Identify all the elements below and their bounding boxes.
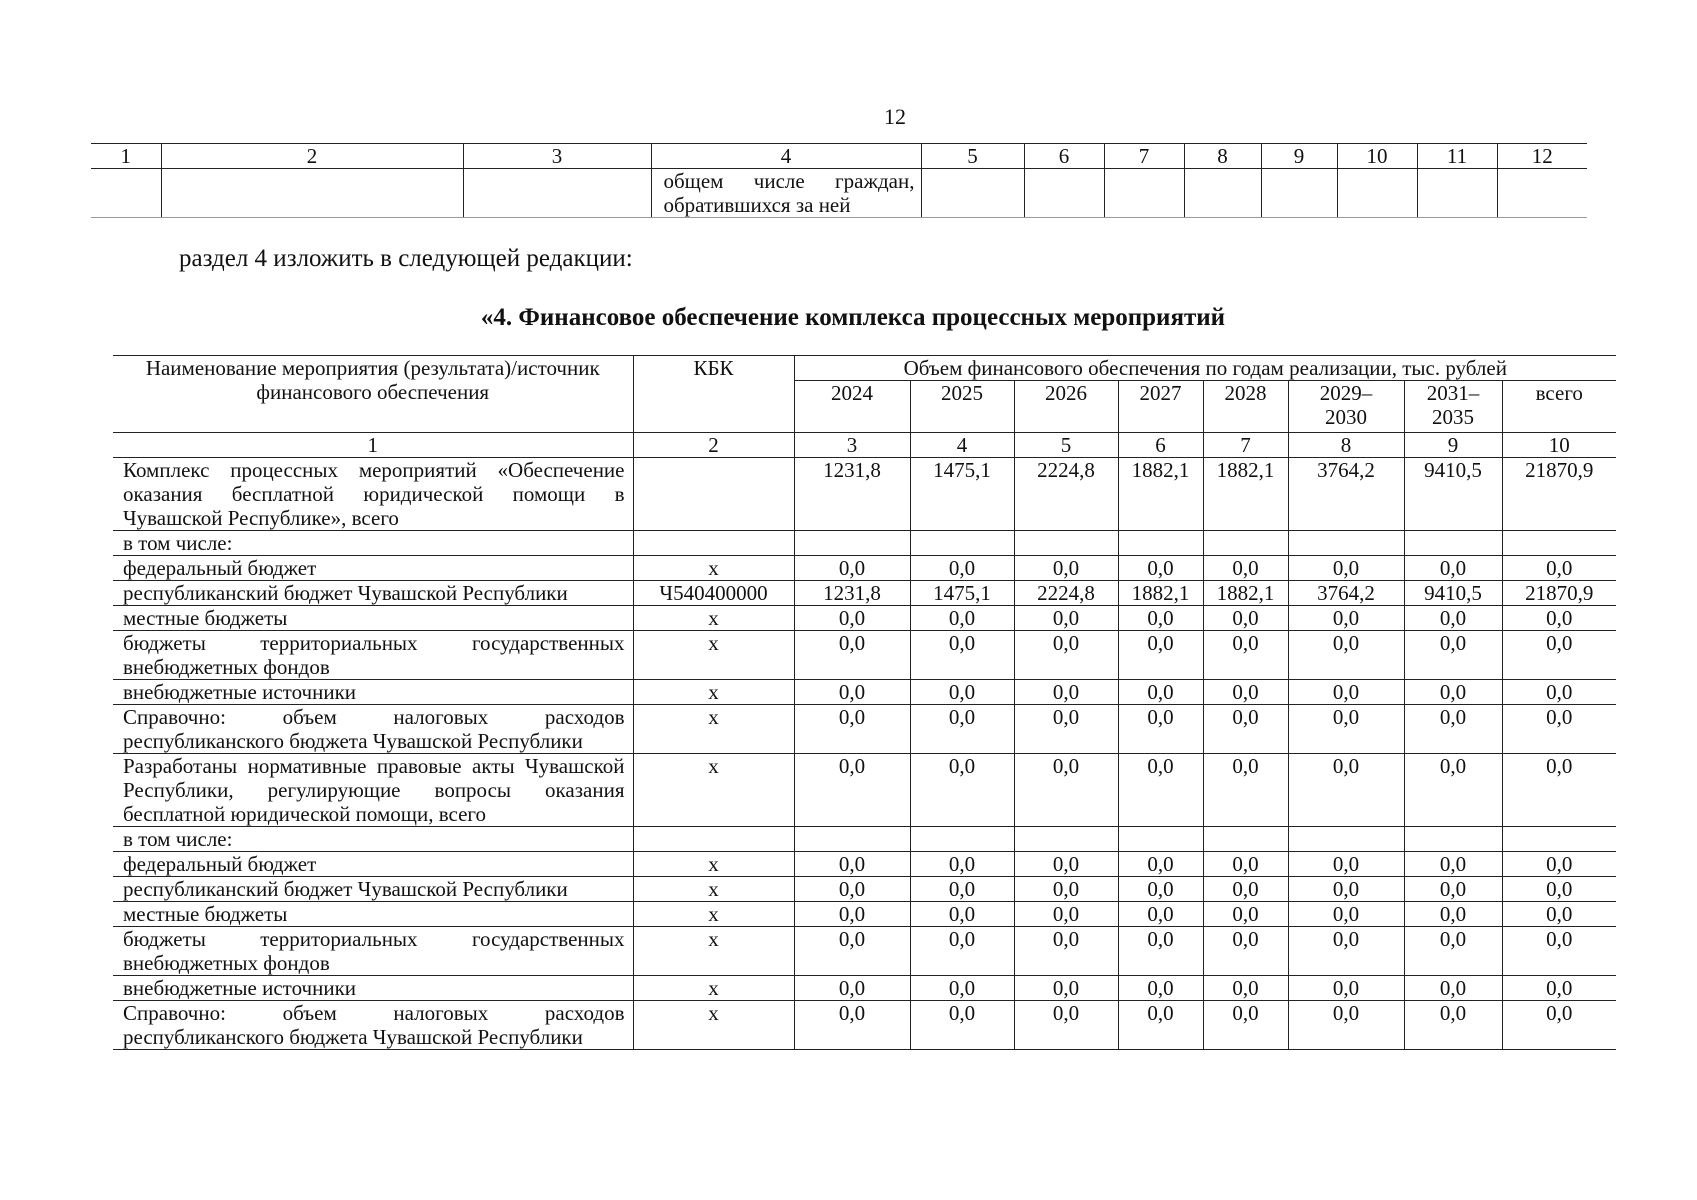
row-value: 0,0 xyxy=(1404,976,1502,1001)
row-value: 1231,8 xyxy=(794,581,910,606)
column-number: 8 xyxy=(1288,433,1404,458)
row-value: 0,0 xyxy=(1502,1001,1616,1050)
column-number: 3 xyxy=(794,433,910,458)
row-value: 0,0 xyxy=(1288,754,1404,827)
column-number: 5 xyxy=(1014,433,1118,458)
table-row xyxy=(113,877,1616,902)
row-value: 0,0 xyxy=(1288,902,1404,927)
row-value: 0,0 xyxy=(1404,705,1502,754)
table-row xyxy=(113,754,1616,827)
row-value: 0,0 xyxy=(1502,556,1616,581)
row-value: 0,0 xyxy=(1502,877,1616,902)
row-value xyxy=(1203,531,1288,556)
row-value: 0,0 xyxy=(1288,556,1404,581)
row-value: 0,0 xyxy=(1014,631,1118,680)
row-value: 0,0 xyxy=(794,877,910,902)
row-value: 0,0 xyxy=(1203,680,1288,705)
row-value: 1882,1 xyxy=(1203,581,1288,606)
row-kbk: Ч540400000 xyxy=(633,581,794,606)
row-value xyxy=(910,531,1014,556)
row-value: 0,0 xyxy=(1014,556,1118,581)
row-kbk: х xyxy=(633,556,794,581)
row-value: 0,0 xyxy=(910,556,1014,581)
row-value: 1231,8 xyxy=(794,458,910,531)
column-number: 8 xyxy=(1184,144,1261,169)
row-value: 2224,8 xyxy=(1014,581,1118,606)
continuation-table xyxy=(91,143,1587,218)
table-row xyxy=(113,827,1616,852)
row-value: 0,0 xyxy=(1203,606,1288,631)
row-value: 0,0 xyxy=(1203,705,1288,754)
row-name: Комплекс процессных мероприятий «Обеспечение оказания бесплатной юридической помощи в Чувашской Республике», всего xyxy=(113,458,633,531)
row-kbk: х xyxy=(633,754,794,827)
row-value: 1882,1 xyxy=(1203,458,1288,531)
row-value: 0,0 xyxy=(1502,680,1616,705)
row-value: 0,0 xyxy=(1502,705,1616,754)
row-kbk: х xyxy=(633,606,794,631)
row-value: 0,0 xyxy=(1404,927,1502,976)
row-value: 0,0 xyxy=(1118,877,1203,902)
row-value: 0,0 xyxy=(1404,1001,1502,1050)
row-value: 21870,9 xyxy=(1502,458,1616,531)
row-value xyxy=(1404,531,1502,556)
row-value: 0,0 xyxy=(1118,631,1203,680)
column-number: 6 xyxy=(1118,433,1203,458)
row-value: 0,0 xyxy=(794,680,910,705)
row-value: 0,0 xyxy=(1203,556,1288,581)
cell-text: общем числе граждан, обратившихся за ней xyxy=(651,169,921,218)
row-value xyxy=(1502,531,1616,556)
row-value: 0,0 xyxy=(1288,606,1404,631)
row-value: 0,0 xyxy=(1203,927,1288,976)
table-row xyxy=(113,458,1616,531)
column-number: 5 xyxy=(921,144,1024,169)
column-number: 9 xyxy=(1261,144,1337,169)
row-value: 21870,9 xyxy=(1502,581,1616,606)
row-value: 0,0 xyxy=(1203,976,1288,1001)
row-value: 0,0 xyxy=(910,902,1014,927)
row-value: 0,0 xyxy=(1288,927,1404,976)
row-value: 0,0 xyxy=(1014,606,1118,631)
column-number: 12 xyxy=(1497,144,1587,169)
row-value: 0,0 xyxy=(1404,680,1502,705)
row-value xyxy=(1288,827,1404,852)
table-row xyxy=(113,902,1616,927)
table-row xyxy=(113,556,1616,581)
row-value: 0,0 xyxy=(1404,754,1502,827)
row-value xyxy=(1288,531,1404,556)
row-value: 0,0 xyxy=(794,754,910,827)
row-name: федеральный бюджет xyxy=(113,852,633,877)
row-value xyxy=(1118,531,1203,556)
header-volume: Объем финансового обеспечения по годам реализации, тыс. рублей xyxy=(794,356,1616,381)
row-value: 0,0 xyxy=(1404,902,1502,927)
row-value: 0,0 xyxy=(1118,556,1203,581)
row-value: 0,0 xyxy=(1288,852,1404,877)
row-value: 0,0 xyxy=(1118,902,1203,927)
row-value: 0,0 xyxy=(1502,606,1616,631)
row-value: 0,0 xyxy=(1203,631,1288,680)
table-row xyxy=(113,606,1616,631)
row-value: 1882,1 xyxy=(1118,458,1203,531)
row-value: 0,0 xyxy=(1118,754,1203,827)
row-name: бюджеты территориальных государственных внебюджетных фондов xyxy=(113,927,633,976)
row-value xyxy=(1203,827,1288,852)
column-number: 3 xyxy=(463,144,651,169)
year-header: 2024 xyxy=(794,381,910,433)
row-value: 0,0 xyxy=(1203,877,1288,902)
row-value: 0,0 xyxy=(1203,754,1288,827)
row-name: в том числе: xyxy=(113,827,633,852)
financing-table xyxy=(113,355,1616,1050)
row-value: 0,0 xyxy=(1014,877,1118,902)
table-row xyxy=(113,531,1616,556)
column-number: 1 xyxy=(113,433,633,458)
year-header: 2029–2030 xyxy=(1288,381,1404,433)
year-header: 2028 xyxy=(1203,381,1288,433)
table-row xyxy=(113,927,1616,976)
column-number: 2 xyxy=(633,433,794,458)
row-kbk: х xyxy=(633,631,794,680)
row-value: 0,0 xyxy=(910,680,1014,705)
row-value: 0,0 xyxy=(1203,902,1288,927)
row-name: республиканский бюджет Чувашской Республики xyxy=(113,581,633,606)
row-value: 0,0 xyxy=(910,705,1014,754)
row-kbk: х xyxy=(633,705,794,754)
header-kbk: КБК xyxy=(633,356,794,433)
row-name: местные бюджеты xyxy=(113,902,633,927)
row-value: 0,0 xyxy=(1118,680,1203,705)
row-value: 3764,2 xyxy=(1288,581,1404,606)
column-number: 4 xyxy=(651,144,921,169)
table-row xyxy=(113,631,1616,680)
row-value: 0,0 xyxy=(1288,631,1404,680)
column-number: 7 xyxy=(1104,144,1184,169)
section-heading: «4. Финансовое обеспечение комплекса процессных мероприятий xyxy=(480,304,1226,331)
row-value: 0,0 xyxy=(794,927,910,976)
column-number: 9 xyxy=(1404,433,1502,458)
row-value: 0,0 xyxy=(1404,556,1502,581)
row-kbk: х xyxy=(633,902,794,927)
row-value: 0,0 xyxy=(1203,852,1288,877)
row-value: 0,0 xyxy=(1404,877,1502,902)
row-value: 0,0 xyxy=(1014,680,1118,705)
row-value: 0,0 xyxy=(1288,877,1404,902)
column-numbers-row xyxy=(91,144,1587,169)
header-row xyxy=(113,356,1616,381)
row-name: Справочно: объем налоговых расходов республиканского бюджета Чувашской Республики xyxy=(113,705,633,754)
row-value: 1475,1 xyxy=(910,458,1014,531)
row-value: 0,0 xyxy=(1118,852,1203,877)
row-value: 0,0 xyxy=(794,705,910,754)
row-kbk xyxy=(633,531,794,556)
row-kbk: х xyxy=(633,852,794,877)
row-value: 0,0 xyxy=(1502,902,1616,927)
row-value: 3764,2 xyxy=(1288,458,1404,531)
row-value: 0,0 xyxy=(910,606,1014,631)
row-kbk xyxy=(633,458,794,531)
row-value xyxy=(1404,827,1502,852)
row-value: 0,0 xyxy=(1118,606,1203,631)
row-value: 0,0 xyxy=(1404,606,1502,631)
row-name: местные бюджеты xyxy=(113,606,633,631)
row-value: 0,0 xyxy=(1502,927,1616,976)
row-value: 0,0 xyxy=(794,631,910,680)
row-value: 0,0 xyxy=(794,556,910,581)
row-value: 0,0 xyxy=(1502,852,1616,877)
table-row xyxy=(113,976,1616,1001)
row-value xyxy=(794,827,910,852)
row-value: 0,0 xyxy=(1288,976,1404,1001)
row-value xyxy=(1502,827,1616,852)
column-number: 7 xyxy=(1203,433,1288,458)
table-row xyxy=(113,680,1616,705)
row-kbk: х xyxy=(633,1001,794,1050)
row-value xyxy=(1014,827,1118,852)
row-value: 0,0 xyxy=(1502,754,1616,827)
row-name: бюджеты территориальных государственных внебюджетных фондов xyxy=(113,631,633,680)
row-kbk: х xyxy=(633,680,794,705)
row-value: 0,0 xyxy=(910,754,1014,827)
year-header: 2027 xyxy=(1118,381,1203,433)
row-name: внебюджетные источники xyxy=(113,976,633,1001)
row-kbk xyxy=(633,827,794,852)
row-value: 0,0 xyxy=(910,852,1014,877)
row-value: 9410,5 xyxy=(1404,458,1502,531)
year-header: 2025 xyxy=(910,381,1014,433)
row-kbk: х xyxy=(633,927,794,976)
row-value: 9410,5 xyxy=(1404,581,1502,606)
row-name: Справочно: объем налоговых расходов республиканского бюджета Чувашской Республики xyxy=(113,1001,633,1050)
row-name: республиканский бюджет Чувашской Республики xyxy=(113,877,633,902)
row-kbk: х xyxy=(633,877,794,902)
row-value: 0,0 xyxy=(1014,1001,1118,1050)
row-value: 0,0 xyxy=(1288,680,1404,705)
row-value: 0,0 xyxy=(910,877,1014,902)
year-header: 2031–2035 xyxy=(1404,381,1502,433)
row-value: 0,0 xyxy=(1014,754,1118,827)
row-value: 0,0 xyxy=(1014,976,1118,1001)
row-value: 0,0 xyxy=(1014,852,1118,877)
row-name: Разработаны нормативные правовые акты Чувашской Республики, регулирующие вопросы оказания бесплатной юридической помощи, всего xyxy=(113,754,633,827)
row-value: 0,0 xyxy=(1502,631,1616,680)
column-number: 2 xyxy=(161,144,463,169)
row-value: 0,0 xyxy=(1203,1001,1288,1050)
row-value xyxy=(1118,827,1203,852)
row-value: 0,0 xyxy=(794,852,910,877)
column-numbers-row xyxy=(113,433,1616,458)
row-value: 0,0 xyxy=(1118,976,1203,1001)
row-value: 0,0 xyxy=(794,606,910,631)
table-row xyxy=(113,852,1616,877)
row-value: 1475,1 xyxy=(910,581,1014,606)
year-header: 2026 xyxy=(1014,381,1118,433)
row-value: 0,0 xyxy=(1118,1001,1203,1050)
row-value: 2224,8 xyxy=(1014,458,1118,531)
row-kbk: х xyxy=(633,976,794,1001)
row-name: федеральный бюджет xyxy=(113,556,633,581)
table-row xyxy=(113,705,1616,754)
row-value: 0,0 xyxy=(1502,976,1616,1001)
column-number: 6 xyxy=(1024,144,1104,169)
row-value: 0,0 xyxy=(1014,927,1118,976)
row-name: внебюджетные источники xyxy=(113,680,633,705)
header-name: Наименование мероприятия (результата)/источник финансового обеспечения xyxy=(113,356,633,433)
row-value: 0,0 xyxy=(1404,631,1502,680)
intro-text: раздел 4 изложить в следующей редакции: xyxy=(179,245,633,272)
column-number: 4 xyxy=(910,433,1014,458)
row-value: 0,0 xyxy=(1288,705,1404,754)
page-number: 12 xyxy=(884,104,906,129)
row-value xyxy=(1014,531,1118,556)
column-number: 1 xyxy=(91,144,161,169)
row-value: 0,0 xyxy=(910,1001,1014,1050)
row-value: 0,0 xyxy=(794,976,910,1001)
row-value: 1882,1 xyxy=(1118,581,1203,606)
row-value: 0,0 xyxy=(1288,1001,1404,1050)
row-value: 0,0 xyxy=(1014,902,1118,927)
row-name: в том числе: xyxy=(113,531,633,556)
row-value xyxy=(910,827,1014,852)
row-value: 0,0 xyxy=(794,1001,910,1050)
table-row xyxy=(113,1001,1616,1050)
row-value: 0,0 xyxy=(1404,852,1502,877)
year-header: всего xyxy=(1502,381,1616,433)
table-row xyxy=(113,581,1616,606)
row-value: 0,0 xyxy=(910,976,1014,1001)
row-value xyxy=(794,531,910,556)
row-value: 0,0 xyxy=(794,902,910,927)
column-number: 10 xyxy=(1502,433,1616,458)
row-value: 0,0 xyxy=(1118,705,1203,754)
row-value: 0,0 xyxy=(910,631,1014,680)
row-value: 0,0 xyxy=(1014,705,1118,754)
column-number: 11 xyxy=(1417,144,1497,169)
row-value: 0,0 xyxy=(1118,927,1203,976)
row-value: 0,0 xyxy=(910,927,1014,976)
table-row xyxy=(91,169,1587,218)
column-number: 10 xyxy=(1337,144,1417,169)
